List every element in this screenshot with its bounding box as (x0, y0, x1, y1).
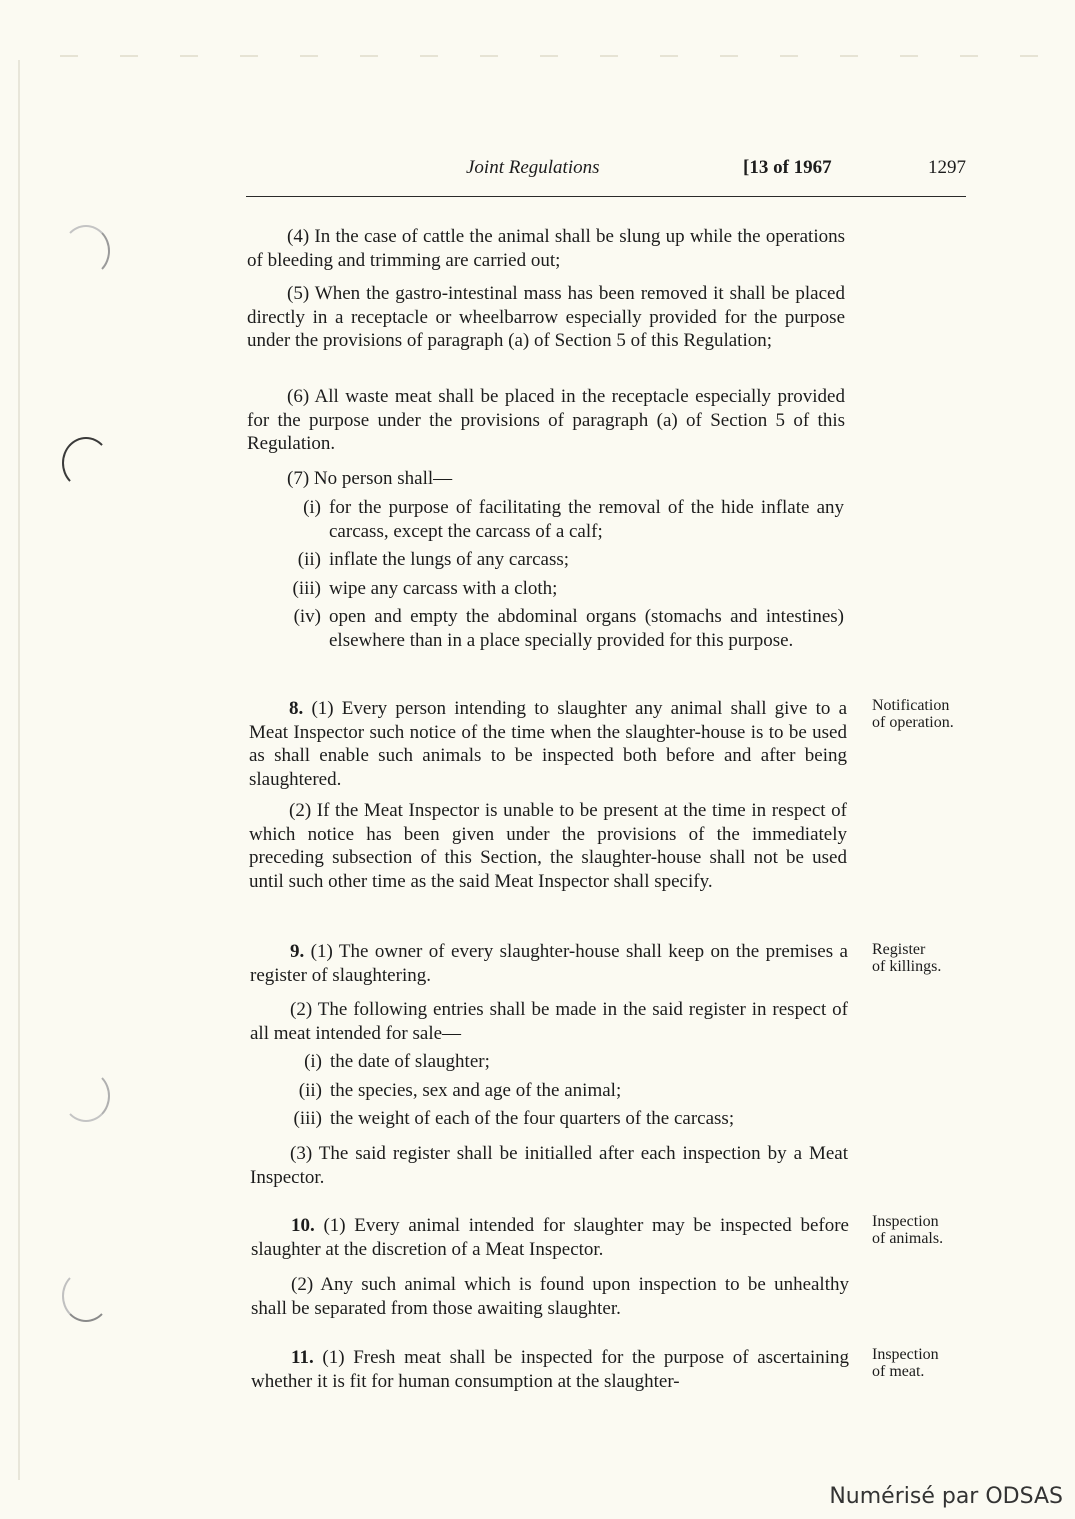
paragraph-7-6: (6) All waste meat shall be placed in the receptacle especially provided for the purpose under the provisions of paragraph (a) of Section 5 of this Regulation. (247, 386, 845, 454)
section-9-3: (3) The said register shall be initialled after each inspection by a Meat Inspector. (250, 1143, 848, 1188)
paragraph-7-5: (5) When the gastro-intestinal mass has been removed it shall be placed directly in a receptacle or wheelbarrow especially provided for the purpose under the provisions of paragraph (a) of Section 5 of this Regulation; (247, 283, 845, 351)
section-8-2: (2) If the Meat Inspector is unable to be present at the time in respect of which notice has been given under the provisions of the immediately preceding subsection of this Section, the slaughter-house shall not be used until such other time as the said Meat Inspector shall specify. (249, 800, 847, 892)
scan-speckle (60, 55, 1060, 57)
punch-hole (62, 1070, 110, 1122)
margin-note-inspection-animals: Inspection of animals. (872, 1213, 944, 1247)
section-10-2: (2) Any such animal which is found upon inspection to be unhealthy shall be separated from those awaiting slaughter. (251, 1274, 849, 1319)
punch-hole (62, 225, 110, 277)
punch-hole (62, 1270, 110, 1322)
header-title: Joint Regulations (466, 157, 600, 178)
section-10-1: 10. (1) Every animal intended for slaughter may be inspected before slaughter at the discretion of a Meat Inspector. (251, 1215, 849, 1260)
margin-note-inspection-meat: Inspection of meat. (872, 1346, 939, 1380)
section-number: 8. (289, 698, 304, 719)
page-edge (18, 60, 20, 1480)
scan-credit: Numérisé par ODSAS (829, 1484, 1063, 1509)
running-header (246, 157, 968, 183)
section-8-1: 8. (1) Every person intending to slaughter any animal shall give to a Meat Inspector such notice of the time when the slaughter-house is to be used as shall enable such animals to be inspected both before and after being slaughtered. (249, 698, 847, 790)
page-number: 1297 (928, 157, 966, 178)
section-number: 10. (291, 1215, 315, 1236)
header-reference: [13 of 1967 (743, 157, 832, 178)
section-11-1: 11. (1) Fresh meat shall be inspected for the purpose of ascertaining whether it is fit for human consumption at the slaughter- (251, 1347, 850, 1392)
header-rule (246, 196, 966, 197)
paragraph-7-4: (4) In the case of cattle the animal shall be slung up while the operations of bleeding and trimming are carried out; (247, 226, 845, 271)
section-9-2: (2) The following entries shall be made in the said register in respect of all meat intended for sale— (250, 999, 848, 1044)
paragraph-7-7: (7) No person shall— (287, 468, 453, 489)
punch-hole (62, 437, 110, 489)
margin-note-register: Register of killings. (872, 941, 942, 975)
section-9-1: 9. (1) The owner of every slaughter-house shall keep on the premises a register of slaughtering. (250, 941, 848, 986)
section-number: 9. (290, 941, 305, 962)
section-number: 11. (291, 1347, 314, 1368)
margin-note-notification: Notification of operation. (872, 697, 954, 731)
